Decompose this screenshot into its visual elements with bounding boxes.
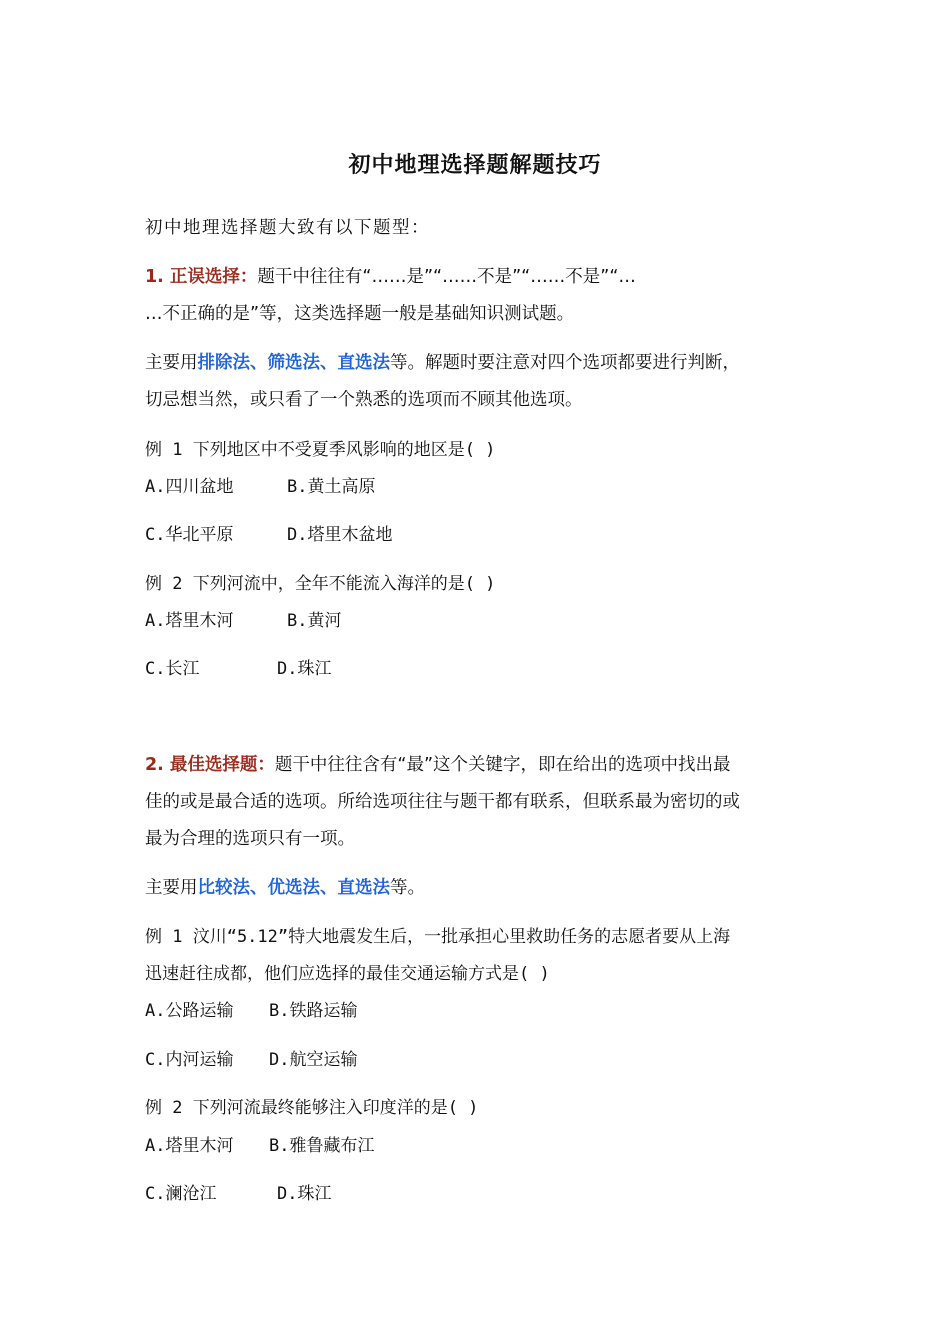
option-a: A.塔里木河	[145, 611, 234, 631]
example-question: 例 2 下列河流最终能够注入印度洋的是( )	[145, 1098, 479, 1118]
section2-heading: 2. 最佳选择题：	[145, 755, 275, 775]
option-b: B.雅鲁藏布江	[269, 1136, 375, 1156]
example-options-row	[145, 520, 392, 545]
option-a: A.公路运输	[145, 1001, 234, 1021]
example-question: 例 2 下列河流中，全年不能流入海洋的是( )	[145, 574, 496, 594]
section1-method-line2: 切忌想当然，或只看了一个熟悉的选项而不顾其他选项。	[145, 390, 583, 410]
section2-paragraph-line1	[145, 751, 731, 776]
section2-text: 题干中往往含有“最”这个关键字，即在给出的选项中找出最	[274, 755, 731, 775]
option-b: B.黄河	[287, 611, 342, 631]
section2-paragraph-line3: 最为合理的选项只有一项。	[145, 829, 355, 849]
section2-method-line	[145, 874, 425, 899]
example-options-row	[145, 996, 357, 1021]
option-a: A.塔里木河	[145, 1136, 234, 1156]
option-b: B.铁路运输	[269, 1001, 358, 1021]
method-suffix: 等。解题时要注意对四个选项都要进行判断，	[390, 353, 740, 373]
section1-method-line1	[145, 349, 740, 374]
intro-text: 初中地理选择题大致有以下题型：	[145, 218, 430, 238]
option-d: D.珠江	[277, 1184, 332, 1204]
example-question: 例 1 汶川“5.12”特大地震发生后，一批承担心里救助任务的志愿者要从上海	[145, 927, 731, 947]
section1-text: 题干中往往有“……是”“……不是”“……不是”“…	[257, 267, 636, 287]
example-options-row	[145, 654, 331, 679]
page-title: 初中地理选择题解题技巧	[348, 153, 602, 178]
method-prefix: 主要用	[145, 353, 198, 373]
option-c: C.澜沧江	[145, 1184, 217, 1204]
option-d: D.塔里木盆地	[287, 525, 393, 545]
option-b: B.黄土高原	[287, 477, 376, 497]
example-options-row	[145, 472, 375, 497]
option-c: C.内河运输	[145, 1050, 234, 1070]
example-question: 例 1 下列地区中不受夏季风影响的地区是( )	[145, 440, 496, 460]
example-options-row	[145, 606, 341, 631]
section1-paragraph-line1	[145, 263, 636, 288]
method-highlight: 比较法、优选法、直选法	[197, 878, 390, 898]
example-options-row	[145, 1131, 374, 1156]
example-options-row	[145, 1179, 331, 1204]
method-highlight: 排除法、筛选法、直选法	[197, 353, 390, 373]
example-question: 迅速赶往成都，他们应选择的最佳交通运输方式是( )	[145, 964, 550, 984]
option-c: C.长江	[145, 659, 200, 679]
option-a: A.四川盆地	[145, 477, 234, 497]
section1-heading: 1. 正误选择：	[145, 267, 258, 287]
section1-paragraph-line2: …不正确的是”等，这类选择题一般是基础知识测试题。	[145, 304, 575, 324]
option-d: D.航空运输	[269, 1050, 358, 1070]
method-suffix: 等。	[390, 878, 425, 898]
option-d: D.珠江	[277, 659, 332, 679]
section2-paragraph-line2: 佳的或是最合适的选项。所给选项往往与题干都有联系，但联系最为密切的或	[145, 792, 740, 812]
method-prefix: 主要用	[145, 878, 198, 898]
option-c: C.华北平原	[145, 525, 234, 545]
example-options-row	[145, 1045, 357, 1070]
